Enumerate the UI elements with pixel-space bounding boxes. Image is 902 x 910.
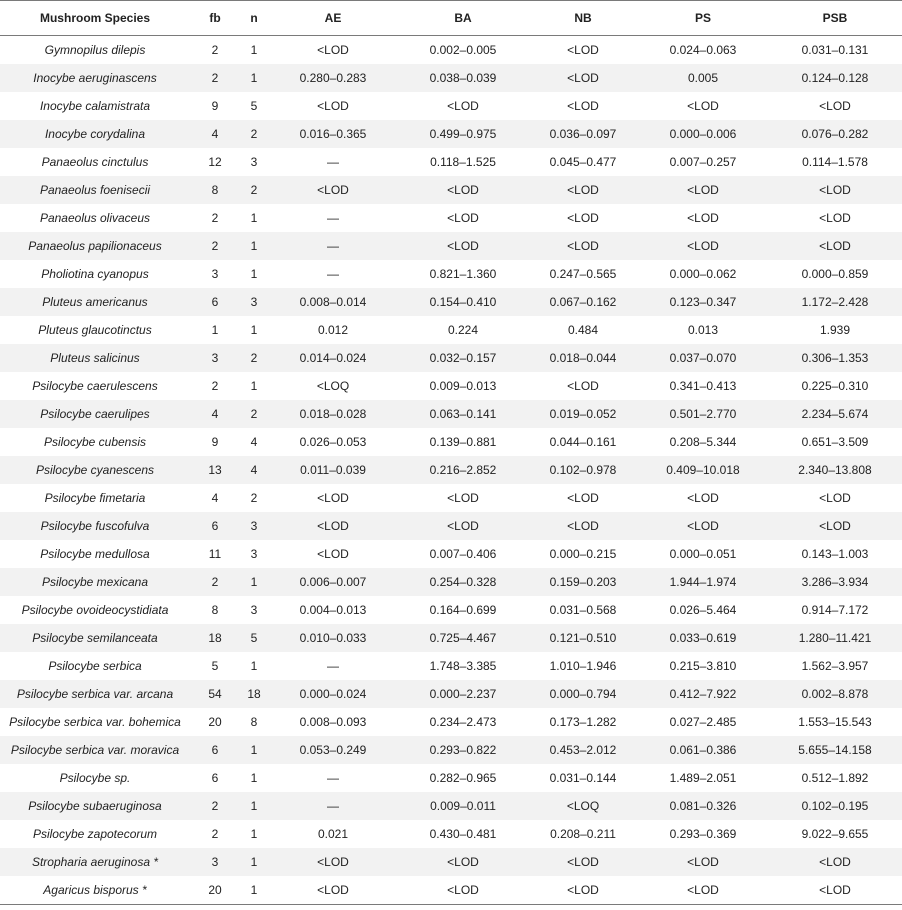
cell-fb: 12: [208, 155, 222, 169]
cell-n: 1: [250, 43, 258, 57]
cell-ae: <LOD: [268, 848, 398, 876]
cell-nb: <LOD: [567, 379, 599, 393]
table-row: [0, 92, 902, 120]
table-row: [0, 652, 902, 680]
cell-n: 4: [240, 456, 268, 484]
cell-ba: <LOD: [447, 491, 479, 505]
cell-ba: 0.821–1.360: [429, 267, 497, 281]
cell-nb: 0.159–0.203: [528, 568, 638, 596]
header-nb: NB: [528, 1, 638, 36]
cell-ae: 0.053–0.249: [268, 736, 398, 764]
cell-nb: 0.484: [567, 323, 599, 337]
cell-ae: 0.014–0.024: [268, 344, 398, 372]
table-row: [0, 848, 902, 876]
cell-ae: <LOD: [317, 491, 349, 505]
cell-ps: 0.005: [638, 64, 768, 92]
cell-ae: —: [327, 155, 339, 169]
cell-nb: <LOD: [567, 99, 599, 113]
cell-nb: <LOD: [567, 211, 599, 225]
cell-n: 1: [250, 659, 258, 673]
cell-ps: 0.081–0.326: [638, 792, 768, 820]
cell-fb: 6: [190, 288, 240, 316]
cell-ae: <LOD: [317, 883, 349, 897]
cell-ba: 0.725–4.467: [398, 624, 528, 652]
cell-nb: 0.045–0.477: [549, 155, 617, 169]
cell-psb: 3.286–3.934: [768, 568, 902, 596]
cell-ba: 0.032–0.157: [398, 344, 528, 372]
cell-species: Agaricus bisporus *: [43, 883, 147, 897]
cell-ba: 0.007–0.406: [429, 547, 497, 561]
cell-nb: <LOD: [567, 883, 599, 897]
cell-ps: 0.000–0.062: [669, 267, 737, 281]
table-row: [0, 456, 902, 484]
cell-n: 1: [240, 568, 268, 596]
header-species: Mushroom Species: [0, 1, 190, 36]
cell-ps: <LOD: [638, 232, 768, 260]
cell-fb: 9: [211, 99, 219, 113]
table-row: [0, 708, 902, 736]
cell-psb: 0.000–0.859: [801, 267, 869, 281]
cell-ps: 0.037–0.070: [638, 344, 768, 372]
cell-species: Psilocybe sp.: [59, 771, 131, 785]
cell-n: 5: [240, 624, 268, 652]
table-row: [0, 232, 902, 260]
cell-ps: <LOD: [687, 99, 719, 113]
cell-species: Psilocybe serbica var. arcana: [0, 680, 190, 708]
table-row: [0, 288, 902, 316]
cell-n: 1: [250, 267, 258, 281]
cell-fb: 5: [211, 659, 219, 673]
cell-fb: 54: [190, 680, 240, 708]
cell-nb: <LOD: [528, 848, 638, 876]
cell-ba: <LOD: [398, 512, 528, 540]
cell-ae: <LOD: [317, 43, 349, 57]
cell-ae: 0.010–0.033: [268, 624, 398, 652]
cell-ae: —: [327, 659, 339, 673]
cell-psb: 0.002–8.878: [768, 680, 902, 708]
cell-ps: 0.000–0.051: [669, 547, 737, 561]
table-row: [0, 372, 902, 400]
cell-nb: 0.000–0.215: [549, 547, 617, 561]
cell-species: Psilocybe caerulescens: [32, 379, 158, 393]
cell-ba: 0.063–0.141: [398, 400, 528, 428]
cell-psb: 2.340–13.808: [768, 456, 902, 484]
header-ps: PS: [638, 1, 768, 36]
cell-n: 1: [250, 379, 258, 393]
cell-ba: 0.009–0.013: [429, 379, 497, 393]
cell-fb: 3: [211, 267, 219, 281]
cell-n: 5: [250, 99, 258, 113]
cell-fb: 8: [190, 176, 240, 204]
cell-species: Psilocybe serbica var. moravica: [0, 736, 190, 764]
cell-fb: 2: [211, 43, 219, 57]
cell-n: 1: [240, 736, 268, 764]
table-header: [0, 1, 902, 36]
cell-ps: 0.501–2.770: [638, 400, 768, 428]
cell-ba: <LOD: [447, 99, 479, 113]
cell-ba: <LOD: [447, 883, 479, 897]
cell-psb: 0.114–1.578: [802, 155, 868, 169]
cell-ae: 0.004–0.013: [299, 603, 367, 617]
cell-fb: 3: [190, 344, 240, 372]
cell-psb: <LOD: [819, 211, 851, 225]
cell-species: Psilocybe cyanescens: [0, 456, 190, 484]
cell-psb: 9.022–9.655: [801, 827, 869, 841]
cell-ba: 0.499–0.975: [398, 120, 528, 148]
cell-ba: 0.216–2.852: [398, 456, 528, 484]
cell-species: Stropharia aeruginosa *: [0, 848, 190, 876]
cell-ae: —: [327, 771, 339, 785]
cell-ps: 0.013: [687, 323, 719, 337]
cell-ae: <LOD: [268, 176, 398, 204]
cell-nb: <LOD: [567, 43, 599, 57]
table-row: [0, 484, 902, 512]
cell-ps: <LOD: [687, 883, 719, 897]
table-row: [0, 428, 902, 456]
cell-psb: 0.651–3.509: [801, 435, 869, 449]
cell-n: 1: [250, 883, 258, 897]
cell-fb: 4: [190, 400, 240, 428]
cell-ae: 0.026–0.053: [299, 435, 367, 449]
cell-ba: 0.009–0.011: [398, 792, 528, 820]
table-row: [0, 316, 902, 344]
cell-nb: <LOD: [528, 232, 638, 260]
cell-nb: <LOQ: [528, 792, 638, 820]
cell-fb: 2: [211, 379, 219, 393]
cell-n: 2: [240, 120, 268, 148]
cell-ae: 0.012: [317, 323, 349, 337]
cell-nb: 0.102–0.978: [528, 456, 638, 484]
cell-species: Inocybe corydalina: [0, 120, 190, 148]
cell-n: 18: [240, 680, 268, 708]
cell-ae: 0.008–0.014: [268, 288, 398, 316]
cell-ae: —: [327, 267, 339, 281]
cell-psb: 0.225–0.310: [801, 379, 869, 393]
cell-ae: 0.011–0.039: [268, 456, 398, 484]
cell-ae: 0.018–0.028: [268, 400, 398, 428]
cell-psb: <LOD: [819, 99, 851, 113]
cell-nb: 0.067–0.162: [528, 288, 638, 316]
cell-n: 1: [250, 827, 258, 841]
cell-n: 1: [240, 64, 268, 92]
cell-ps: <LOD: [638, 848, 768, 876]
cell-nb: 0.208–0.211: [550, 827, 616, 841]
cell-psb: <LOD: [768, 512, 902, 540]
cell-ba: 0.164–0.699: [429, 603, 497, 617]
cell-n: 1: [250, 323, 258, 337]
cell-nb: 0.000–0.794: [528, 680, 638, 708]
cell-ba: 0.000–2.237: [398, 680, 528, 708]
table-row: [0, 764, 902, 792]
cell-fb: 2: [190, 64, 240, 92]
cell-ba: 0.154–0.410: [398, 288, 528, 316]
cell-fb: 4: [211, 491, 219, 505]
cell-species: Psilocybe subaeruginosa: [0, 792, 190, 820]
cell-ba: <LOD: [398, 176, 528, 204]
cell-ps: 0.007–0.257: [669, 155, 737, 169]
table-row: [0, 568, 902, 596]
cell-ae: —: [268, 232, 398, 260]
cell-species: Psilocybe medullosa: [40, 547, 150, 561]
header-ba: BA: [398, 1, 528, 36]
cell-n: 4: [250, 435, 258, 449]
cell-ae: 0.006–0.007: [268, 568, 398, 596]
header-n: n: [240, 1, 268, 36]
header-row: [0, 1, 902, 36]
cell-ba: 0.118–1.525: [430, 155, 496, 169]
cell-nb: 0.247–0.565: [549, 267, 617, 281]
table-row: [0, 680, 902, 708]
cell-ps: 0.000–0.006: [638, 120, 768, 148]
cell-ps: 0.412–7.922: [638, 680, 768, 708]
cell-psb: 0.143–1.003: [801, 547, 869, 561]
cell-ba: 0.139–0.881: [429, 435, 497, 449]
cell-ps: 0.061–0.386: [638, 736, 768, 764]
cell-species: Psilocybe ovoideocystidiata: [21, 603, 169, 617]
table-row: [0, 596, 902, 624]
cell-ps: 0.024–0.063: [669, 43, 737, 57]
cell-ae: <LOQ: [316, 379, 350, 393]
cell-species: Pluteus americanus: [0, 288, 190, 316]
cell-nb: 0.018–0.044: [528, 344, 638, 372]
cell-n: 2: [240, 344, 268, 372]
cell-species: Inocybe calamistrata: [39, 99, 151, 113]
header-fb: fb: [190, 1, 240, 36]
cell-fb: 8: [211, 603, 219, 617]
cell-ae: 0.000–0.024: [268, 680, 398, 708]
table-row: [0, 204, 902, 232]
cell-fb: 11: [208, 547, 222, 561]
cell-ba: 0.224: [447, 323, 479, 337]
table-row: [0, 400, 902, 428]
cell-nb: 0.031–0.568: [549, 603, 617, 617]
cell-psb: <LOD: [768, 176, 902, 204]
table-row: [0, 64, 902, 92]
table-row: [0, 876, 902, 905]
table-row: [0, 624, 902, 652]
cell-species: Panaeolus papilionaceus: [0, 232, 190, 260]
cell-n: 1: [250, 771, 258, 785]
cell-ps: 0.341–0.413: [669, 379, 737, 393]
cell-fb: 2: [211, 827, 219, 841]
cell-nb: <LOD: [567, 491, 599, 505]
cell-ba: 0.234–2.473: [429, 715, 497, 729]
cell-ba: <LOD: [447, 211, 479, 225]
cell-ae: <LOD: [317, 547, 349, 561]
cell-fb: 3: [190, 848, 240, 876]
cell-ae: —: [327, 211, 339, 225]
cell-nb: 0.453–2.012: [528, 736, 638, 764]
cell-ae: <LOD: [317, 99, 349, 113]
table-row: [0, 512, 902, 540]
cell-ps: 0.215–3.810: [669, 659, 737, 673]
cell-fb: 20: [208, 715, 222, 729]
cell-ba: 0.430–0.481: [429, 827, 497, 841]
cell-species: Panaeolus olivaceus: [39, 211, 151, 225]
cell-nb: <LOD: [528, 64, 638, 92]
cell-ba: <LOD: [398, 232, 528, 260]
table-row: [0, 260, 902, 288]
cell-psb: 2.234–5.674: [768, 400, 902, 428]
cell-psb: 0.124–0.128: [768, 64, 902, 92]
cell-psb: <LOD: [819, 491, 851, 505]
cell-species: Gymnopilus dilepis: [44, 43, 146, 57]
cell-fb: 1: [211, 323, 219, 337]
cell-n: 8: [250, 715, 258, 729]
cell-psb: 1.553–15.543: [798, 715, 872, 729]
cell-ba: 0.293–0.822: [398, 736, 528, 764]
cell-ba: 1.748–3.385: [429, 659, 497, 673]
cell-ae: —: [268, 792, 398, 820]
cell-psb: <LOD: [819, 883, 851, 897]
cell-fb: 20: [208, 883, 222, 897]
table-row: [0, 736, 902, 764]
table-row: [0, 540, 902, 568]
cell-ae: <LOD: [268, 512, 398, 540]
cell-psb: 0.102–0.195: [768, 792, 902, 820]
cell-species: Psilocybe semilanceata: [0, 624, 190, 652]
cell-ps: <LOD: [638, 512, 768, 540]
cell-fb: 4: [190, 120, 240, 148]
cell-ae: 0.008–0.093: [299, 715, 367, 729]
cell-ps: 0.027–2.485: [669, 715, 737, 729]
cell-nb: 0.173–1.282: [549, 715, 617, 729]
cell-nb: 1.010–1.946: [549, 659, 617, 673]
table-row: [0, 176, 902, 204]
cell-species: Inocybe aeruginascens: [0, 64, 190, 92]
cell-n: 3: [250, 547, 258, 561]
table-row: [0, 148, 902, 176]
cell-n: 2: [250, 491, 258, 505]
cell-nb: <LOD: [528, 512, 638, 540]
cell-ps: 0.208–5.344: [669, 435, 737, 449]
table-row: [0, 344, 902, 372]
cell-psb: 5.655–14.158: [768, 736, 902, 764]
cell-ps: 0.123–0.347: [638, 288, 768, 316]
cell-fb: 2: [190, 232, 240, 260]
cell-fb: 2: [211, 211, 219, 225]
cell-fb: 6: [190, 512, 240, 540]
cell-psb: <LOD: [768, 848, 902, 876]
cell-nb: 0.036–0.097: [528, 120, 638, 148]
header-psb: PSB: [768, 1, 902, 36]
cell-ps: <LOD: [687, 211, 719, 225]
cell-nb: 0.019–0.052: [528, 400, 638, 428]
cell-nb: <LOD: [528, 176, 638, 204]
cell-species: Psilocybe fuscofulva: [0, 512, 190, 540]
cell-ps: 0.293–0.369: [669, 827, 737, 841]
cell-fb: 6: [190, 736, 240, 764]
cell-psb: 0.306–1.353: [768, 344, 902, 372]
cell-n: 1: [250, 211, 258, 225]
cell-psb: 0.031–0.131: [801, 43, 869, 57]
cell-species: Psilocybe serbica: [48, 659, 142, 673]
cell-psb: 0.512–1.892: [801, 771, 869, 785]
cell-species: Psilocybe zapotecorum: [32, 827, 158, 841]
cell-fb: 2: [190, 568, 240, 596]
cell-psb: <LOD: [768, 232, 902, 260]
cell-nb: 0.044–0.161: [549, 435, 617, 449]
cell-ba: 0.254–0.328: [398, 568, 528, 596]
cell-nb: 0.031–0.144: [549, 771, 617, 785]
cell-n: 3: [250, 603, 258, 617]
cell-ae: 0.280–0.283: [268, 64, 398, 92]
cell-ba: 0.002–0.005: [429, 43, 497, 57]
cell-fb: 18: [190, 624, 240, 652]
table-row: [0, 120, 902, 148]
cell-ps: 0.033–0.619: [638, 624, 768, 652]
cell-n: 3: [240, 512, 268, 540]
cell-species: Panaeolus cinctulus: [41, 155, 149, 169]
cell-species: Pholiotina cyanopus: [41, 267, 149, 281]
cell-n: 1: [240, 848, 268, 876]
cell-ba: <LOD: [398, 848, 528, 876]
cell-ps: 1.944–1.974: [638, 568, 768, 596]
cell-n: 1: [240, 232, 268, 260]
cell-n: 2: [240, 176, 268, 204]
cell-species: Panaeolus foenisecii: [0, 176, 190, 204]
header-ae: AE: [268, 1, 398, 36]
cell-ps: <LOD: [638, 176, 768, 204]
table-row: [0, 792, 902, 820]
cell-species: Psilocybe caerulipes: [0, 400, 190, 428]
cell-ba: 0.038–0.039: [398, 64, 528, 92]
table-row: [0, 820, 902, 848]
cell-n: 3: [250, 155, 258, 169]
cell-psb: 1.939: [819, 323, 851, 337]
cell-ps: 0.409–10.018: [638, 456, 768, 484]
cell-ps: <LOD: [687, 491, 719, 505]
cell-species: Psilocybe fimetaria: [44, 491, 146, 505]
cell-ae: 0.016–0.365: [268, 120, 398, 148]
cell-fb: 13: [190, 456, 240, 484]
cell-n: 3: [240, 288, 268, 316]
cell-ae: 0.021: [317, 827, 349, 841]
table-row: [0, 36, 902, 65]
cell-psb: 0.914–7.172: [801, 603, 869, 617]
cell-psb: 0.076–0.282: [768, 120, 902, 148]
cell-species: Psilocybe serbica var. bohemica: [9, 715, 181, 729]
cell-ba: 0.282–0.965: [429, 771, 497, 785]
table-body: [0, 36, 902, 905]
cell-species: Psilocybe cubensis: [43, 435, 147, 449]
cell-n: 2: [240, 400, 268, 428]
cell-ps: 1.489–2.051: [669, 771, 737, 785]
cell-nb: 0.121–0.510: [528, 624, 638, 652]
cell-fb: 6: [211, 771, 219, 785]
cell-psb: 1.562–3.957: [801, 659, 869, 673]
cell-fb: 2: [190, 792, 240, 820]
cell-species: Psilocybe mexicana: [0, 568, 190, 596]
cell-species: Pluteus glaucotinctus: [38, 323, 152, 337]
cell-ps: 0.026–5.464: [669, 603, 737, 617]
cell-psb: 1.172–2.428: [768, 288, 902, 316]
cell-fb: 9: [211, 435, 219, 449]
cell-species: Pluteus salicinus: [0, 344, 190, 372]
cell-psb: 1.280–11.421: [768, 624, 902, 652]
cell-n: 1: [240, 792, 268, 820]
